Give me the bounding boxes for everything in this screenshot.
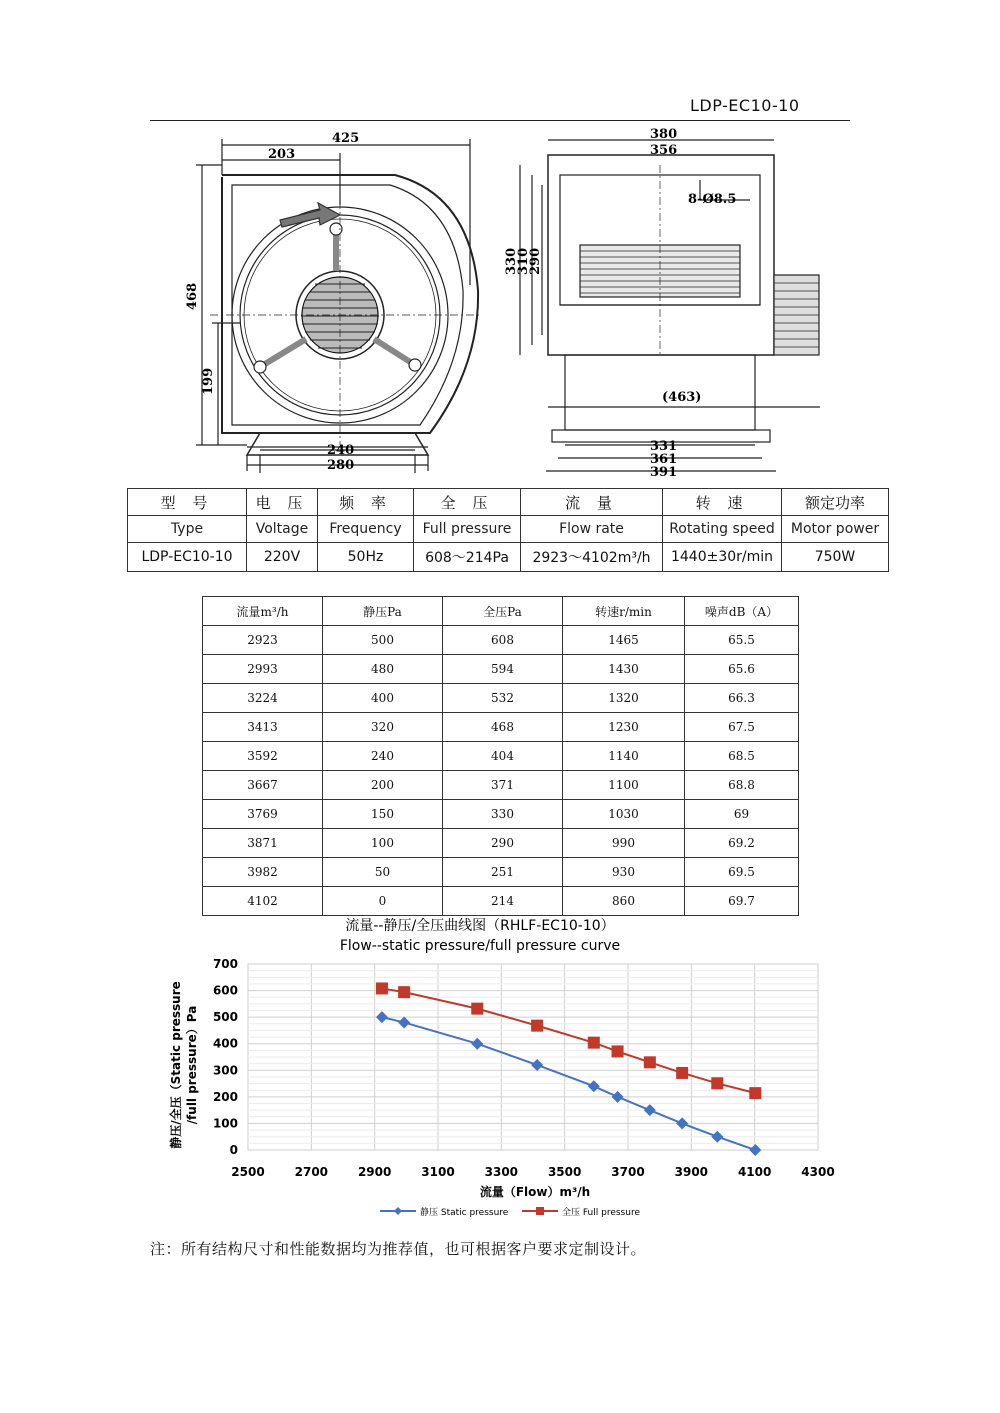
table-row: [203, 684, 799, 713]
y-tick-label: 100: [212, 1116, 238, 1131]
table-cell: 69: [685, 800, 799, 829]
legend-marker: [536, 1207, 544, 1215]
table-cell: 69.7: [685, 887, 799, 916]
table-cell: 100: [323, 829, 443, 858]
chart-subtitle: Flow--static pressure/full pressure curve: [339, 938, 621, 954]
spec-col-en: Voltage: [247, 516, 318, 543]
x-tick-label: 2500: [231, 1165, 265, 1179]
perf-header-row: [203, 597, 799, 626]
table-cell: 150: [323, 800, 443, 829]
spec-header-zh: [128, 489, 889, 516]
data-point: [676, 1067, 688, 1079]
table-cell: 3982: [203, 858, 323, 887]
x-tick-label: 3500: [547, 1165, 582, 1179]
dim-468: 468: [185, 282, 200, 310]
footnote: 注：所有结构尺寸和性能数据均为推荐值，也可根据客户要求定制设计。: [150, 1240, 647, 1258]
spec-value: 750W: [782, 543, 889, 572]
data-point: [711, 1077, 723, 1089]
dim-holes: 8-Ø8.5: [688, 192, 737, 207]
performance-table: [202, 596, 799, 916]
x-tick-label: 4300: [801, 1165, 835, 1179]
dim-240: 240: [327, 443, 355, 458]
x-tick-label: 2900: [357, 1165, 392, 1179]
perf-header-cell: 全压Pa: [443, 597, 563, 626]
table-cell: 3769: [203, 800, 323, 829]
table-cell: 4102: [203, 887, 323, 916]
data-point: [376, 1011, 388, 1023]
table-row: [203, 626, 799, 655]
header-rule: [150, 120, 850, 121]
spec-col-zh: 流 量: [521, 489, 663, 516]
spec-col-zh: 型 号: [128, 489, 247, 516]
table-cell: 608: [443, 626, 563, 655]
table-cell: 1320: [563, 684, 685, 713]
table-cell: 0: [323, 887, 443, 916]
table-cell: 3592: [203, 742, 323, 771]
spec-value: 220V: [247, 543, 318, 572]
spec-table: [127, 488, 889, 572]
perf-header-cell: 噪声dB（A）: [685, 597, 799, 626]
table-cell: 2923: [203, 626, 323, 655]
perf-header-cell: 静压Pa: [323, 597, 443, 626]
table-cell: 3667: [203, 771, 323, 800]
dim-290: 290: [528, 247, 543, 275]
spec-value: 1440±30r/min: [663, 543, 782, 572]
dim-356: 356: [650, 143, 678, 158]
table-cell: 1140: [563, 742, 685, 771]
data-point: [612, 1045, 624, 1057]
y-tick-label: 200: [212, 1089, 238, 1104]
y-tick-label: 700: [212, 957, 238, 971]
table-cell: 69.2: [685, 829, 799, 858]
pressure-flow-chart: [160, 912, 840, 1222]
spec-col-en: Frequency: [318, 516, 414, 543]
data-point: [749, 1144, 761, 1156]
model-header: LDP-EC10-10: [690, 96, 800, 115]
y-tick-label: 500: [212, 1010, 238, 1025]
table-cell: 404: [443, 742, 563, 771]
front-view: [196, 139, 480, 473]
dim-463: (463): [662, 390, 702, 405]
spec-values: [128, 543, 889, 572]
data-point: [471, 1003, 483, 1015]
spec-col-en: Flow rate: [521, 516, 663, 543]
perf-header-cell: 流量m³/h: [203, 597, 323, 626]
table-cell: 66.3: [685, 684, 799, 713]
spec-value: LDP-EC10-10: [128, 543, 247, 572]
x-tick-label: 4100: [737, 1165, 772, 1179]
spec-col-en: Motor power: [782, 516, 889, 543]
spec-value: 50Hz: [318, 543, 414, 572]
table-cell: 3413: [203, 713, 323, 742]
dim-331: 331: [650, 439, 678, 454]
table-cell: 68.5: [685, 742, 799, 771]
dim-330: 330: [504, 247, 519, 275]
y-tick-label: 300: [212, 1063, 238, 1078]
table-row: [203, 655, 799, 684]
data-point: [644, 1104, 656, 1116]
spec-col-zh: 电 压: [247, 489, 318, 516]
table-cell: 3224: [203, 684, 323, 713]
data-point: [749, 1087, 761, 1099]
table-cell: 990: [563, 829, 685, 858]
table-cell: 50: [323, 858, 443, 887]
table-cell: 532: [443, 684, 563, 713]
spec-col-zh: 频 率: [318, 489, 414, 516]
table-row: [203, 829, 799, 858]
x-tick-label: 3700: [611, 1165, 645, 1179]
table-cell: 468: [443, 713, 563, 742]
table-row: [203, 800, 799, 829]
table-cell: 290: [443, 829, 563, 858]
data-point: [711, 1131, 723, 1143]
table-row: [203, 771, 799, 800]
table-row: [203, 858, 799, 887]
spec-col-zh: 转 速: [663, 489, 782, 516]
table-cell: 330: [443, 800, 563, 829]
technical-drawing: [180, 125, 820, 485]
table-cell: 69.5: [685, 858, 799, 887]
table-cell: 65.6: [685, 655, 799, 684]
table-cell: 860: [563, 887, 685, 916]
chart-ylabel-1: 静压/全压（Static pressure: [169, 981, 183, 1149]
chart-grid: [248, 964, 818, 1150]
y-tick-label: 600: [212, 983, 238, 998]
table-cell: 214: [443, 887, 563, 916]
data-point: [376, 982, 388, 994]
chart-legend: [380, 1206, 640, 1218]
spec-col-en: Type: [128, 516, 247, 543]
spec-col-en: Full pressure: [414, 516, 521, 543]
data-point: [398, 986, 410, 998]
table-cell: 400: [323, 684, 443, 713]
chart-title: 流量--静压/全压曲线图（RHLF-EC10-10）: [345, 918, 615, 934]
table-cell: 1430: [563, 655, 685, 684]
table-cell: 930: [563, 858, 685, 887]
table-cell: 320: [323, 713, 443, 742]
data-point: [531, 1059, 543, 1071]
table-row: [203, 742, 799, 771]
side-view: [520, 140, 820, 471]
dim-361: 361: [650, 452, 678, 467]
perf-header-cell: 转速r/min: [563, 597, 685, 626]
dim-280: 280: [327, 458, 355, 473]
data-point: [588, 1037, 600, 1049]
dim-425: 425: [332, 131, 360, 146]
table-cell: 251: [443, 858, 563, 887]
spec-col-en: Rotating speed: [663, 516, 782, 543]
table-row: [203, 713, 799, 742]
data-point: [471, 1038, 483, 1050]
dim-380: 380: [650, 127, 678, 142]
dim-199: 199: [201, 367, 216, 395]
table-cell: 67.5: [685, 713, 799, 742]
spec-value: 608～214Pa: [414, 543, 521, 572]
data-point: [612, 1091, 624, 1103]
table-cell: 371: [443, 771, 563, 800]
x-tick-label: 3300: [484, 1165, 519, 1179]
dim-203: 203: [268, 147, 296, 162]
data-point: [676, 1117, 688, 1129]
spec-col-zh: 额定功率: [782, 489, 889, 516]
y-tick-label: 0: [229, 1143, 238, 1157]
table-cell: 1030: [563, 800, 685, 829]
y-tick-label: 400: [212, 1036, 238, 1051]
table-cell: 65.5: [685, 626, 799, 655]
table-cell: 480: [323, 655, 443, 684]
table-cell: 68.8: [685, 771, 799, 800]
chart-xlabel: 流量（Flow）m³/h: [479, 1185, 591, 1199]
table-cell: 500: [323, 626, 443, 655]
data-point: [644, 1056, 656, 1068]
legend-label: 全压 Full pressure: [562, 1208, 640, 1218]
x-tick-label: 2700: [294, 1165, 329, 1179]
table-cell: 1230: [563, 713, 685, 742]
spec-value: 2923～4102m³/h: [521, 543, 663, 572]
data-point: [398, 1016, 410, 1028]
table-cell: 200: [323, 771, 443, 800]
table-cell: 2993: [203, 655, 323, 684]
x-tick-label: 3100: [421, 1165, 455, 1179]
legend-marker: [394, 1207, 402, 1215]
legend-label: 静压 Static pressure: [420, 1208, 509, 1218]
dim-391: 391: [650, 465, 678, 480]
dim-310: 310: [516, 247, 531, 275]
table-cell: 1100: [563, 771, 685, 800]
x-tick-label: 3900: [674, 1165, 709, 1179]
data-point: [531, 1020, 543, 1032]
spec-header-en: [128, 516, 889, 543]
table-cell: 1465: [563, 626, 685, 655]
table-cell: 594: [443, 655, 563, 684]
chart-ylabel-2: /full pressure）Pa: [185, 1005, 199, 1125]
table-cell: 3871: [203, 829, 323, 858]
spec-col-zh: 全 压: [414, 489, 521, 516]
table-cell: 240: [323, 742, 443, 771]
